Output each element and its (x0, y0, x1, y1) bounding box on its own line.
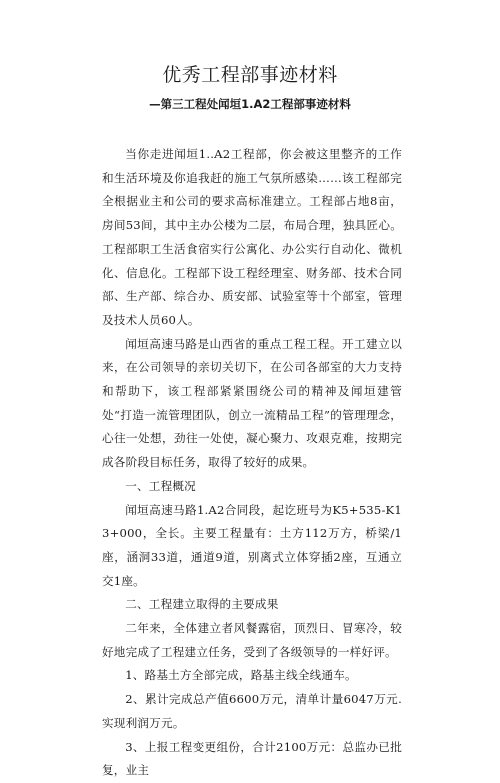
paragraph-results: 二年来，全体建立者风餐露宿，顶烈日、冒寒冷，较好地完成了工程建立任务，受到了各级领导的一样好评。 (102, 621, 402, 659)
paragraph-overview: 闻垣高速马路1.A2合同段，起讫班号为K5+535-K13+000，全长。主要工程量有：土方112万方，桥梁/1座，涵洞33道，通道9道，别离式立体穿插2座，互通立交1座。 (102, 502, 402, 588)
section-heading-overview: 一、工程概况 (125, 478, 196, 493)
list-item-2: 2、累计完成总产值6600万元，清单计量6047万元.实现利润万元。 (102, 692, 402, 730)
paragraph-background: 闻垣高速马路是山西省的重点工程工程。开工建立以来，在公司领导的亲切关切下，在公司各部室的大力支持和帮助下，该工程部紧紧围绕公司的精神及闻垣建管处“打造一流管理团队，创立一流精品工程”的管理理念，心往一处想，劲往一处使，凝心聚力、攻艰克难，按期完成各阶段目标任务，取得了较好的成果。 (102, 336, 402, 470)
section-heading-results: 二、工程建立取得的主要成果 (125, 597, 279, 612)
list-item-3: 3、上报工程变更组份，合计2100万元：总监办已批复，业主 (102, 739, 402, 778)
paragraph-intro: 当你走进闻垣1..A2工程部，你会被这里整齐的工作和生活环境及你追我赶的施工气氛所感染……该工程部完全根据业主和公司的要求高标准建立。工程部占地8亩，房间53间，其中主办公楼为二层，布局合理，独具匠心。工程部职工生活食宿实行公寓化、办公实行自动化、微机化、信息化。工程部下设工程经理室、财务部、技术合同部、生产部、综合办、质安部、试验室等十个部室，管理及技术人员60人。 (102, 147, 402, 327)
document-subtitle: —第三工程处闻垣1.A2工程部事迹材料 (149, 97, 351, 111)
document-title: 优秀工程部事迹材料 (162, 64, 338, 86)
document-body (102, 143, 402, 783)
list-item-1: 1、路基土方全部完成，路基主线全线通车。 (125, 668, 357, 683)
